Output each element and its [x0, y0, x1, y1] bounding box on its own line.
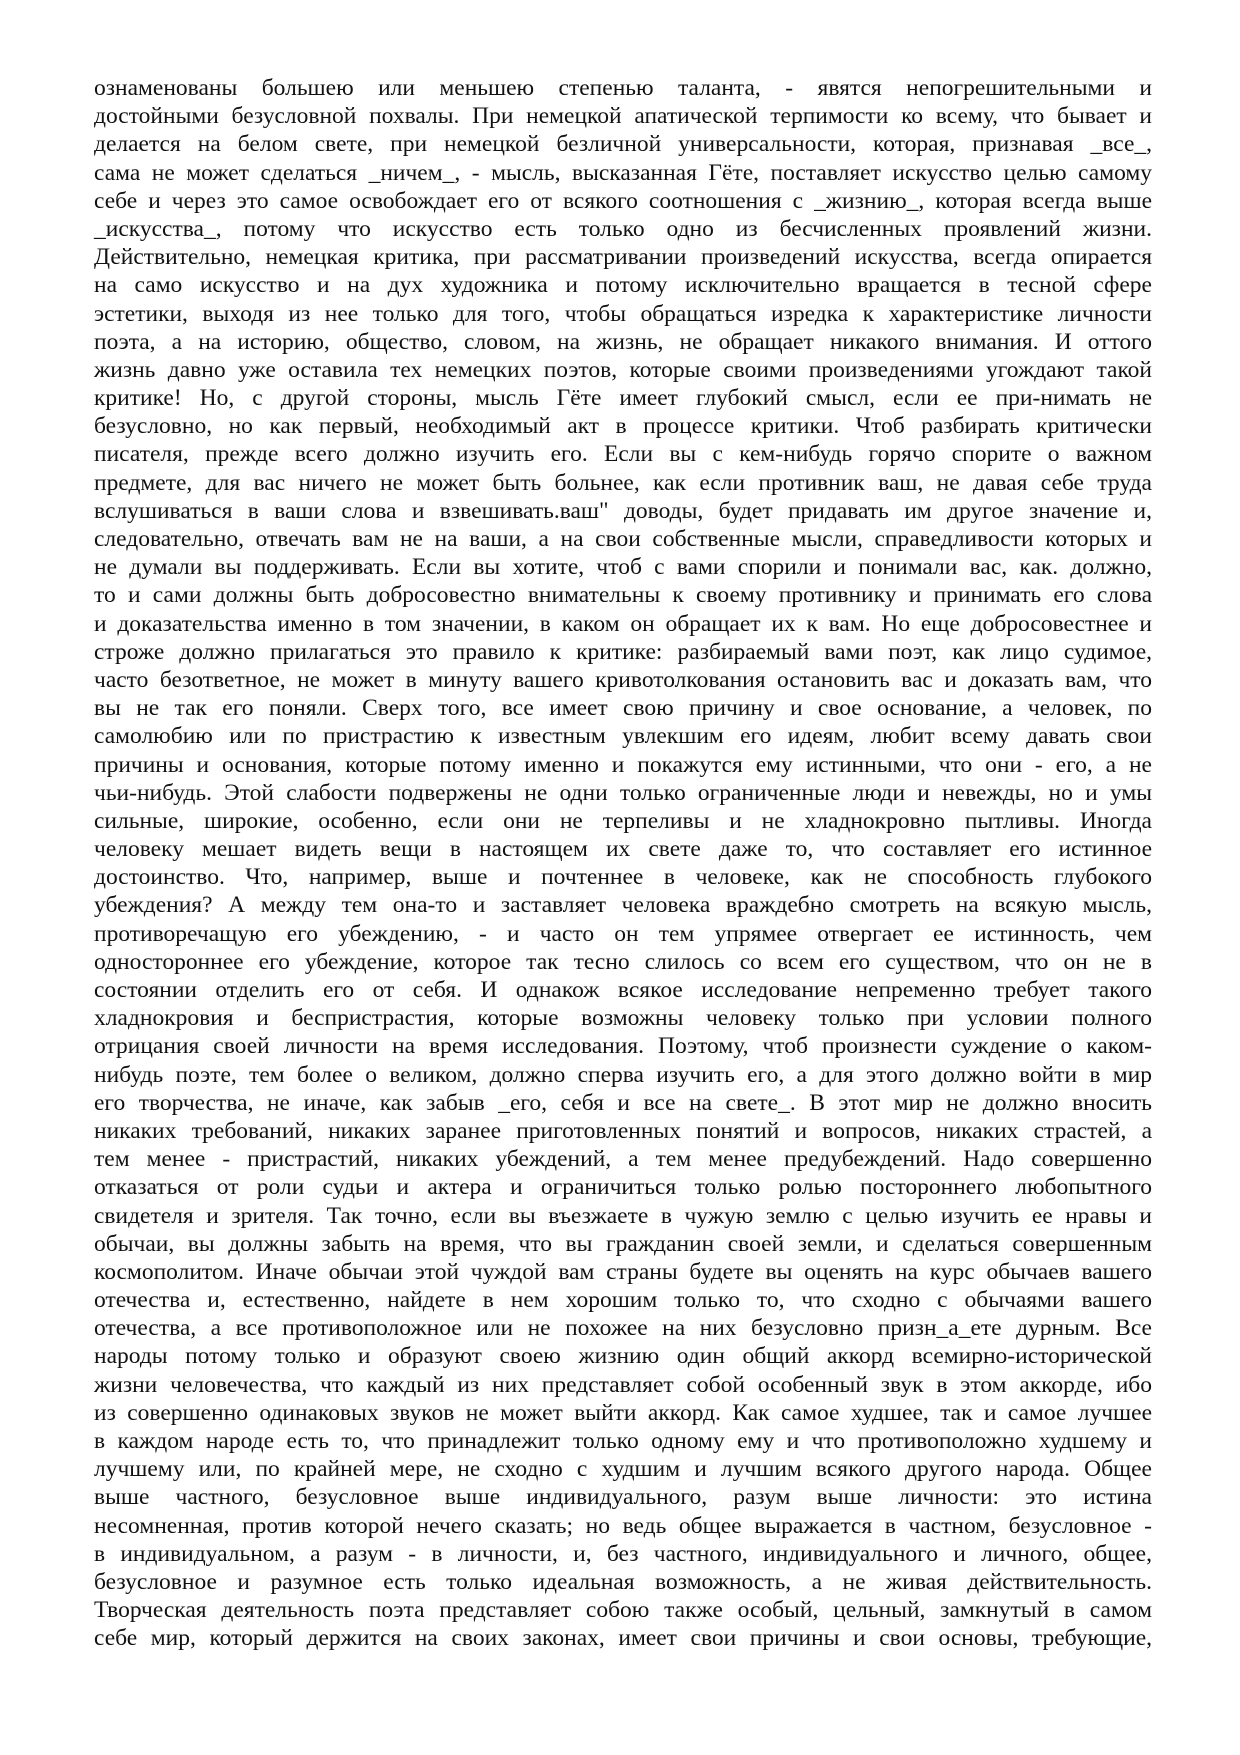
text-line: хладнокровия и беспристрастия, которые возможны человеку только при условии полного: [94, 1005, 1152, 1032]
text-line: писателя, прежде всего должно изучить его. Если вы с кем-нибудь горячо спорите о важном: [94, 441, 1152, 468]
text-line: лучшему или, по крайней мере, не сходно с худшим и лучшим всякого другого народа. Общее: [94, 1456, 1152, 1483]
text-line: поэта, а на историю, общество, словом, на жизнь, не обращает никакого внимания. И оттого: [94, 328, 1152, 355]
text-line: вслушиваться в ваши слова и взвешивать.ваш" доводы, будет придавать им другое значение и,: [94, 497, 1152, 524]
text-line: одностороннее его убеждение, которое так тесно слилось со всем его существом, что он не в: [94, 948, 1152, 975]
text-line: вы не так его поняли. Сверх того, все имеет свою причину и свое основание, а человек, по: [94, 695, 1152, 722]
text-line: отказаться от роли судьи и актера и ограничиться только ролью постороннего любопытного: [94, 1174, 1152, 1201]
text-line: Действительно, немецкая критика, при рассматривании произведений искусства, всегда опирается: [94, 244, 1152, 271]
text-line: достоинство. Что, например, выше и почтеннее в человеке, как не способность глубокого: [94, 864, 1152, 891]
text-line: отрицания своей личности на время исследования. Поэтому, чтоб произнести суждение о каком-: [94, 1033, 1152, 1060]
text-line: причины и основания, которые потому именно и покажутся ему истинными, что они - его, а не: [94, 751, 1152, 778]
text-line: ознаменованы большею или меньшею степенью таланта, - явятся непогрешительными и: [94, 75, 1152, 101]
text-line: жизни человечества, что каждый из них представляет собой особенный звук в этом аккорде, ибо: [94, 1371, 1152, 1398]
text-line: состоянии отделить его от себя. И однакож всякое исследование непременно требует такого: [94, 977, 1152, 1003]
text-line: отечества и, естественно, найдете в нем хорошим только то, что сходно с обычаями вашего: [94, 1287, 1152, 1314]
text-line: и доказательства именно в том значении, в каком он обращает их к вам. Но еще добросовестнее и: [94, 610, 1152, 637]
text-line: предмете, для вас ничего не может быть больнее, как если противник ваш, не давая себе труда: [94, 469, 1152, 496]
text-line: в каждом народе есть то, что принадлежит только одному ему и что противоположно худшему и: [94, 1428, 1152, 1454]
text-line: противоречащую его убеждению, - и часто он тем упрямее отвергает ее истинность, чем: [94, 920, 1152, 947]
text-line: его творчества, не иначе, как забыв _его, себя и все на свете_. В этот мир не должно вносить: [94, 1089, 1152, 1116]
text-line: в индивидуальном, а разум - в личности, и, без частного, индивидуального и личного, общее,: [94, 1540, 1152, 1567]
text-line: себе мир, который держится на своих законах, имеет свои причины и свои основы, требующие,: [94, 1625, 1152, 1652]
text-line: достойными безусловной похвалы. При немецкой апатической терпимости ко всему, что бывает и: [94, 103, 1152, 130]
text-line: следовательно, отвечать вам не на ваши, а на свои собственные мысли, справедливости которых и: [94, 526, 1152, 552]
text-line: безусловно, но как первый, необходимый акт в процессе критики. Чтоб разбирать критически: [94, 413, 1152, 440]
text-line: часто безответное, не может в минуту вашего кривотолкования остановить вас и доказать вам, что: [94, 666, 1152, 693]
text-line: строже должно прилагаться это правило к критике: разбираемый вами поэт, как лицо судимое,: [94, 638, 1152, 665]
text-line: обычаи, вы должны забыть на время, что вы гражданин своей земли, и сделаться совершенным: [94, 1230, 1152, 1257]
text-line: тем менее - пристрастий, никаких убеждений, а тем менее предубеждений. Надо совершенно: [94, 1146, 1152, 1173]
text-line: отечества, а все противоположное или не похожее на них безусловно призн_а_ете дурным. Все: [94, 1315, 1152, 1342]
text-line: народы потому только и образуют своею жизнию один общий аккорд всемирно-исторической: [94, 1343, 1152, 1370]
text-line: нибудь поэте, тем более о великом, должно сперва изучить его, а для этого должно войти в мир: [94, 1061, 1152, 1088]
text-line: свидетеля и зрителя. Так точно, если вы въезжаете в чужую землю с целью изучить ее нравы и: [94, 1202, 1152, 1229]
text-line: сильные, широкие, особенно, если они не терпеливы и не хладнокровно пытливы. Иногда: [94, 807, 1152, 834]
text-line: сама не может сделаться _ничем_, - мысль, высказанная Гёте, поставляет искусство целью самому: [94, 159, 1152, 186]
text-line: эстетики, выходя из нее только для того, чтобы обращаться изредка к характеристике личности: [94, 300, 1152, 327]
text-line: жизнь давно уже оставила тех немецких поэтов, которые своими произведениями угождают такой: [94, 356, 1152, 383]
text-line: самолюбию или по пристрастию к известным увлекшим его идеям, любит всему давать свои: [94, 723, 1152, 750]
text-line: космополитом. Иначе обычаи этой чуждой вам страны будете вы оценять на курс обычаев вашего: [94, 1258, 1152, 1285]
text-line: человеку мешает видеть вещи в настоящем их свете даже то, что составляет его истинное: [94, 836, 1152, 863]
text-line: себе и через это самое освобождает его от всякого соотношения с _жизнию_, которая всегда выше: [94, 187, 1152, 214]
text-line: никаких требований, никаких заранее приготовленных понятий и вопросов, никаких страстей, а: [94, 1117, 1152, 1144]
text-line: Творческая деятельность поэта представляет собою также особый, цельный, замкнутый в самом: [94, 1597, 1152, 1624]
text-line: критике! Но, с другой стороны, мысль Гёте имеет глубокий смысл, если ее при-нимать не: [94, 385, 1152, 412]
text-line: на само искусство и на дух художника и потому исключительно вращается в тесной сфере: [94, 272, 1152, 299]
text-line: чьи-нибудь. Этой слабости подвержены не одни только ограниченные люди и невежды, но и умы: [94, 779, 1152, 806]
text-line: выше частного, безусловное выше индивидуального, разум выше личности: это истина: [94, 1484, 1152, 1511]
text-line: то и сами должны быть добросовестно внимательны к своему противнику и принимать его слова: [94, 582, 1152, 609]
text-line: несомненная, против которой нечего сказать; но ведь общее выражается в частном, безусловное -: [94, 1512, 1152, 1539]
text-line: безусловное и разумное есть только идеальная возможность, а не живая действительность.: [94, 1568, 1152, 1595]
text-line: убеждения? А между тем она-то и заставляет человека враждебно смотреть на всякую мысль,: [94, 892, 1152, 919]
text-line: не думали вы поддерживать. Если вы хотите, чтоб с вами спорили и понимали вас, как. должно,: [94, 554, 1152, 581]
text-line: _искусства_, потому что искусство есть только одно из бесчисленных проявлений жизни.: [94, 215, 1152, 242]
body-text: [94, 74, 1152, 1653]
text-line: из совершенно одинаковых звуков не может выйти аккорд. Как самое худшее, так и самое лучшее: [94, 1399, 1152, 1426]
text-line: делается на белом свете, при немецкой безличной универсальности, которая, признавая _все_,: [94, 131, 1152, 158]
